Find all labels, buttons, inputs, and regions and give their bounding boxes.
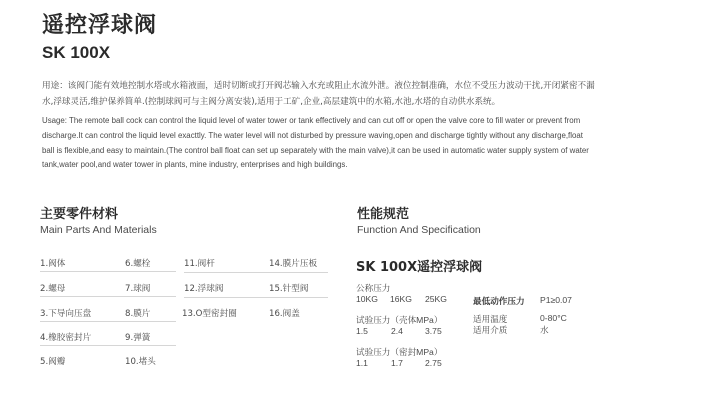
usage-description-cn bbox=[42, 79, 702, 110]
medium-value: 水 bbox=[540, 325, 549, 335]
parts-section-title: 主要零件材料 bbox=[40, 207, 119, 222]
page-title: 遥控浮球阀 bbox=[42, 13, 158, 38]
nominal-pressure-value: 10KG bbox=[356, 294, 378, 304]
part-item: 10.堵头 bbox=[125, 357, 156, 367]
usage-en-line: discharge.It can control the liquid level exacttly. The water level will not disturbed by pressure waving,open and discharge tightly without any discharge,float bbox=[42, 130, 583, 140]
part-item: 4.橡胶密封片 bbox=[40, 333, 92, 343]
medium-label: 适用介质 bbox=[473, 325, 508, 335]
part-item: 16.阀盖 bbox=[269, 309, 300, 319]
part-item: 5.阀瓣 bbox=[40, 357, 66, 367]
part-item: 12.浮球阀 bbox=[184, 284, 224, 294]
usage-cn-line: 水,浮球灵活,维护保养简单.(控制球阀可与主阀分离安装),适用于工矿,企业,高层建筑中的水箱,水池,水塔的自动供水系统。 bbox=[42, 96, 501, 107]
part-item: 14.膜片压板 bbox=[269, 259, 318, 269]
part-item: 3.下导向压盘 bbox=[40, 309, 92, 319]
shell-test-pressure-value: 2.4 bbox=[391, 326, 403, 336]
divider bbox=[40, 271, 176, 272]
divider bbox=[184, 272, 328, 273]
divider bbox=[40, 345, 176, 346]
part-item: 13.O型密封圈 bbox=[182, 309, 237, 319]
divider bbox=[40, 321, 176, 322]
seal-test-pressure-value: 2.75 bbox=[425, 358, 442, 368]
seal-test-pressure-label: 试验压力（密封MPa） bbox=[356, 347, 443, 357]
part-item: 15.针型阀 bbox=[269, 284, 309, 294]
usage-cn-line: 用途：该阀门能有效地控制水塔或水箱液面，适时切断或打开阀芯输入水充或阻止水流外泄。液位控制准确，水位不受压力波动干扰,开闭紧密不漏 bbox=[42, 81, 595, 91]
function-section-title: 性能规范 bbox=[357, 207, 410, 222]
usage-en-line: ball is flexible,and easy to maintain.(The control ball float can set up separately with the main valve),it can be used in automatic water supply system of water bbox=[42, 145, 589, 155]
part-item: 9.弹簧 bbox=[125, 333, 151, 343]
shell-test-pressure-label: 试验压力（壳体MPa） bbox=[356, 315, 443, 325]
part-item: 11.阀杆 bbox=[184, 259, 215, 269]
part-item: 7.球阀 bbox=[125, 284, 151, 294]
usage-en-line: tank,water pool,and water tower in plants, mine industry, enterprises and high buildings. bbox=[42, 160, 348, 170]
part-item: 6.螺栓 bbox=[125, 259, 151, 269]
seal-test-pressure-value: 1.7 bbox=[391, 358, 403, 368]
divider bbox=[40, 296, 176, 297]
min-pressure-label: 最低动作压力 bbox=[473, 296, 525, 306]
nominal-pressure-label: 公称压力 bbox=[356, 283, 391, 293]
parts-section-subtitle: Main Parts And Materials bbox=[40, 224, 157, 236]
shell-test-pressure-value: 1.5 bbox=[356, 326, 368, 336]
seal-test-pressure-value: 1.1 bbox=[356, 358, 368, 368]
nominal-pressure-value: 25KG bbox=[425, 294, 447, 304]
part-item: 1.阀体 bbox=[40, 259, 66, 269]
usage-en-line: Usage: The remote ball cock can control the liquid level of water tower or tank effectively and can cut off or open the valve core to fill water or prevent from bbox=[42, 116, 581, 125]
model-number: SK 100X bbox=[42, 43, 111, 62]
part-item: 8.膜片 bbox=[125, 309, 151, 319]
part-item: 2.螺母 bbox=[40, 284, 66, 294]
min-pressure-value: P1≥0.07 bbox=[540, 295, 572, 305]
nominal-pressure-value: 16KG bbox=[390, 294, 412, 304]
function-section-subtitle: Function And Specification bbox=[357, 224, 481, 236]
spec-model-title: SK 100X遥控浮球阀 bbox=[356, 260, 483, 275]
temperature-label: 适用温度 bbox=[473, 314, 508, 324]
shell-test-pressure-value: 3.75 bbox=[425, 326, 442, 336]
usage-description-en bbox=[42, 114, 692, 173]
divider bbox=[184, 297, 328, 298]
temperature-value: 0-80°C bbox=[540, 313, 567, 323]
